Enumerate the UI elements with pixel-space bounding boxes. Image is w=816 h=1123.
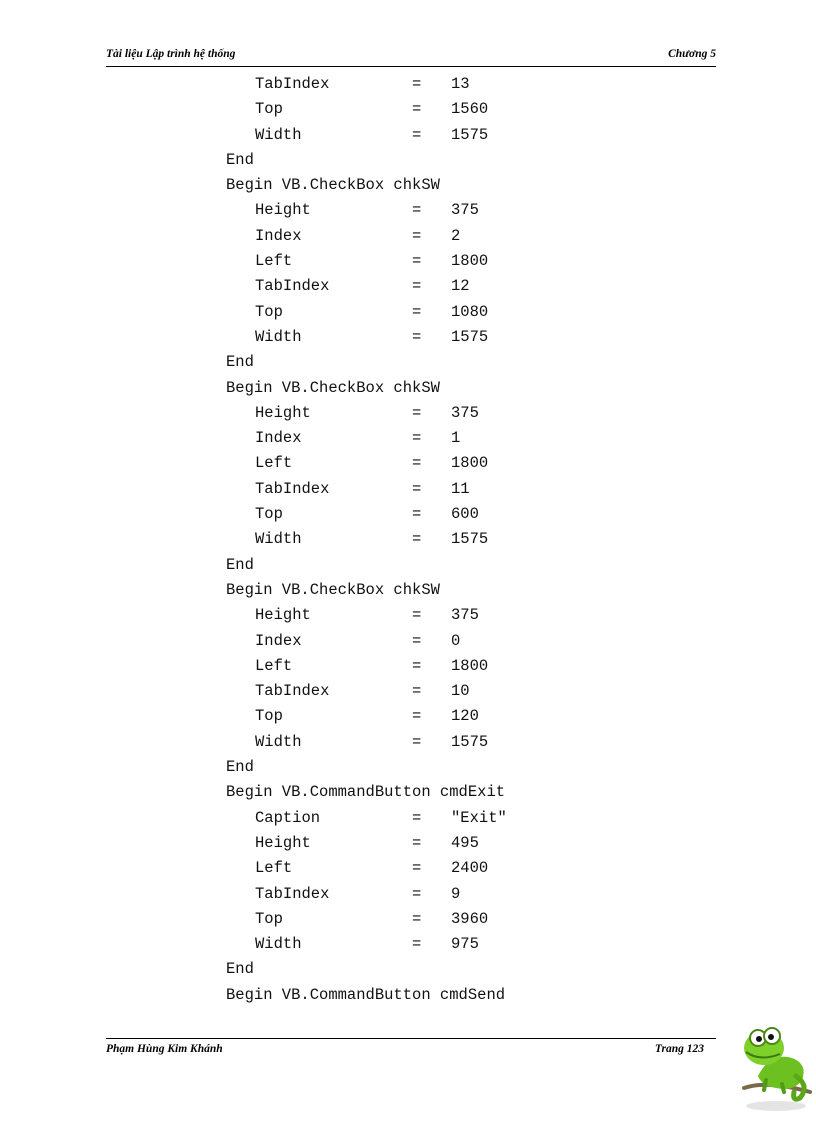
property-value: 1800 [451,656,489,675]
assignment-operator: = [412,429,422,448]
code-property-line [226,249,505,274]
assignment-operator: = [412,479,422,498]
assignment-operator: = [412,100,422,119]
code-property-line [226,730,505,755]
property-name: Width [255,125,302,144]
code-property-line [226,679,505,704]
property-value: 120 [451,707,479,726]
code-property-line [226,401,505,426]
code-property-line [226,882,505,907]
code-end-line: End [226,353,254,372]
code-property-line [226,806,505,831]
property-value: 10 [451,682,470,701]
code-property-line [226,527,505,552]
property-value: 9 [451,884,461,903]
code-property-line [226,97,505,122]
assignment-operator: = [412,909,422,928]
footer-author: Phạm Hùng Kim Khánh [106,1043,223,1055]
property-name: Width [255,327,302,346]
assignment-operator: = [412,707,422,726]
property-name: Index [255,226,302,245]
assignment-operator: = [412,302,422,321]
code-property-line [226,629,505,654]
property-name: Height [255,606,311,625]
property-name: Width [255,732,302,751]
assignment-operator: = [412,606,422,625]
code-property-line [226,198,505,223]
property-value: 2 [451,226,461,245]
property-name: Height [255,833,311,852]
code-listing [226,72,505,1008]
property-value: 1575 [451,327,489,346]
property-value: 1575 [451,732,489,751]
code-property-line [226,477,505,502]
assignment-operator: = [412,935,422,954]
assignment-operator: = [412,454,422,473]
code-property-line [226,426,505,451]
property-value: 1575 [451,125,489,144]
code-property-line [226,451,505,476]
assignment-operator: = [412,201,422,220]
page-footer [106,1038,716,1059]
assignment-operator: = [412,884,422,903]
assignment-operator: = [412,252,422,271]
property-value: 375 [451,606,479,625]
code-property-line [226,502,505,527]
property-value: 0 [451,631,461,650]
code-property-line [226,224,505,249]
property-value: 1800 [451,454,489,473]
property-value: 495 [451,833,479,852]
assignment-operator: = [412,833,422,852]
property-value: 1575 [451,530,489,549]
property-value: "Exit" [451,808,507,827]
property-value: 1080 [451,302,489,321]
code-property-line [226,274,505,299]
property-value: 600 [451,505,479,524]
assignment-operator: = [412,125,422,144]
code-begin-line: Begin VB.CheckBox chkSW [226,378,440,397]
code-property-line [226,325,505,350]
property-name: Top [255,909,283,928]
code-property-line [226,856,505,881]
property-name: Index [255,429,302,448]
property-name: Left [255,656,293,675]
property-value: 1560 [451,100,489,119]
code-property-line [226,831,505,856]
property-value: 975 [451,935,479,954]
assignment-operator: = [412,656,422,675]
property-name: Top [255,707,283,726]
property-name: Height [255,201,311,220]
property-name: Top [255,302,283,321]
assignment-operator: = [412,682,422,701]
property-name: TabIndex [255,479,330,498]
code-property-line [226,932,505,957]
property-name: Top [255,100,283,119]
property-value: 375 [451,201,479,220]
property-value: 12 [451,277,470,296]
assignment-operator: = [412,859,422,878]
assignment-operator: = [412,732,422,751]
code-end-line: End [226,150,254,169]
property-name: Left [255,252,293,271]
property-value: 2400 [451,859,489,878]
property-name: Height [255,403,311,422]
code-property-line [226,123,505,148]
property-value: 375 [451,403,479,422]
property-name: Top [255,505,283,524]
code-property-line [226,654,505,679]
property-value: 13 [451,75,470,93]
property-name: Left [255,859,293,878]
assignment-operator: = [412,631,422,650]
assignment-operator: = [412,327,422,346]
code-begin-line: Begin VB.CommandButton cmdExit [226,783,506,802]
property-value: 3960 [451,909,489,928]
assignment-operator: = [412,75,422,93]
assignment-operator: = [412,530,422,549]
property-name: Width [255,530,302,549]
page-header [106,48,716,67]
code-property-line [226,907,505,932]
code-begin-line: Begin VB.CheckBox chkSW [226,176,440,195]
assignment-operator: = [412,226,422,245]
property-name: TabIndex [255,277,330,296]
code-property-line [226,704,505,729]
assignment-operator: = [412,403,422,422]
assignment-operator: = [412,505,422,524]
header-chapter: Chương 5 [668,48,716,60]
code-property-line [226,300,505,325]
code-end-line: End [226,758,254,777]
assignment-operator: = [412,808,422,827]
property-name: Left [255,454,293,473]
footer-page-number: Trang 123 [654,1043,704,1055]
property-name: Caption [255,808,321,827]
code-end-line: End [226,555,254,574]
code-begin-line: Begin VB.CheckBox chkSW [226,580,440,599]
code-property-line [226,72,505,97]
property-value: 1 [451,429,461,448]
property-value: 11 [451,479,470,498]
property-name: TabIndex [255,884,330,903]
property-name: Width [255,935,302,954]
property-name: TabIndex [255,682,330,701]
header-document-title: Tài liệu Lập trình hệ thống [106,48,236,60]
assignment-operator: = [412,277,422,296]
code-begin-line: Begin VB.CommandButton cmdSend [226,985,506,1004]
property-value: 1800 [451,252,489,271]
property-name: TabIndex [255,75,330,93]
code-end-line: End [226,960,254,979]
property-name: Index [255,631,302,650]
code-property-line [226,603,505,628]
chameleon-mascot-icon [736,1014,814,1114]
